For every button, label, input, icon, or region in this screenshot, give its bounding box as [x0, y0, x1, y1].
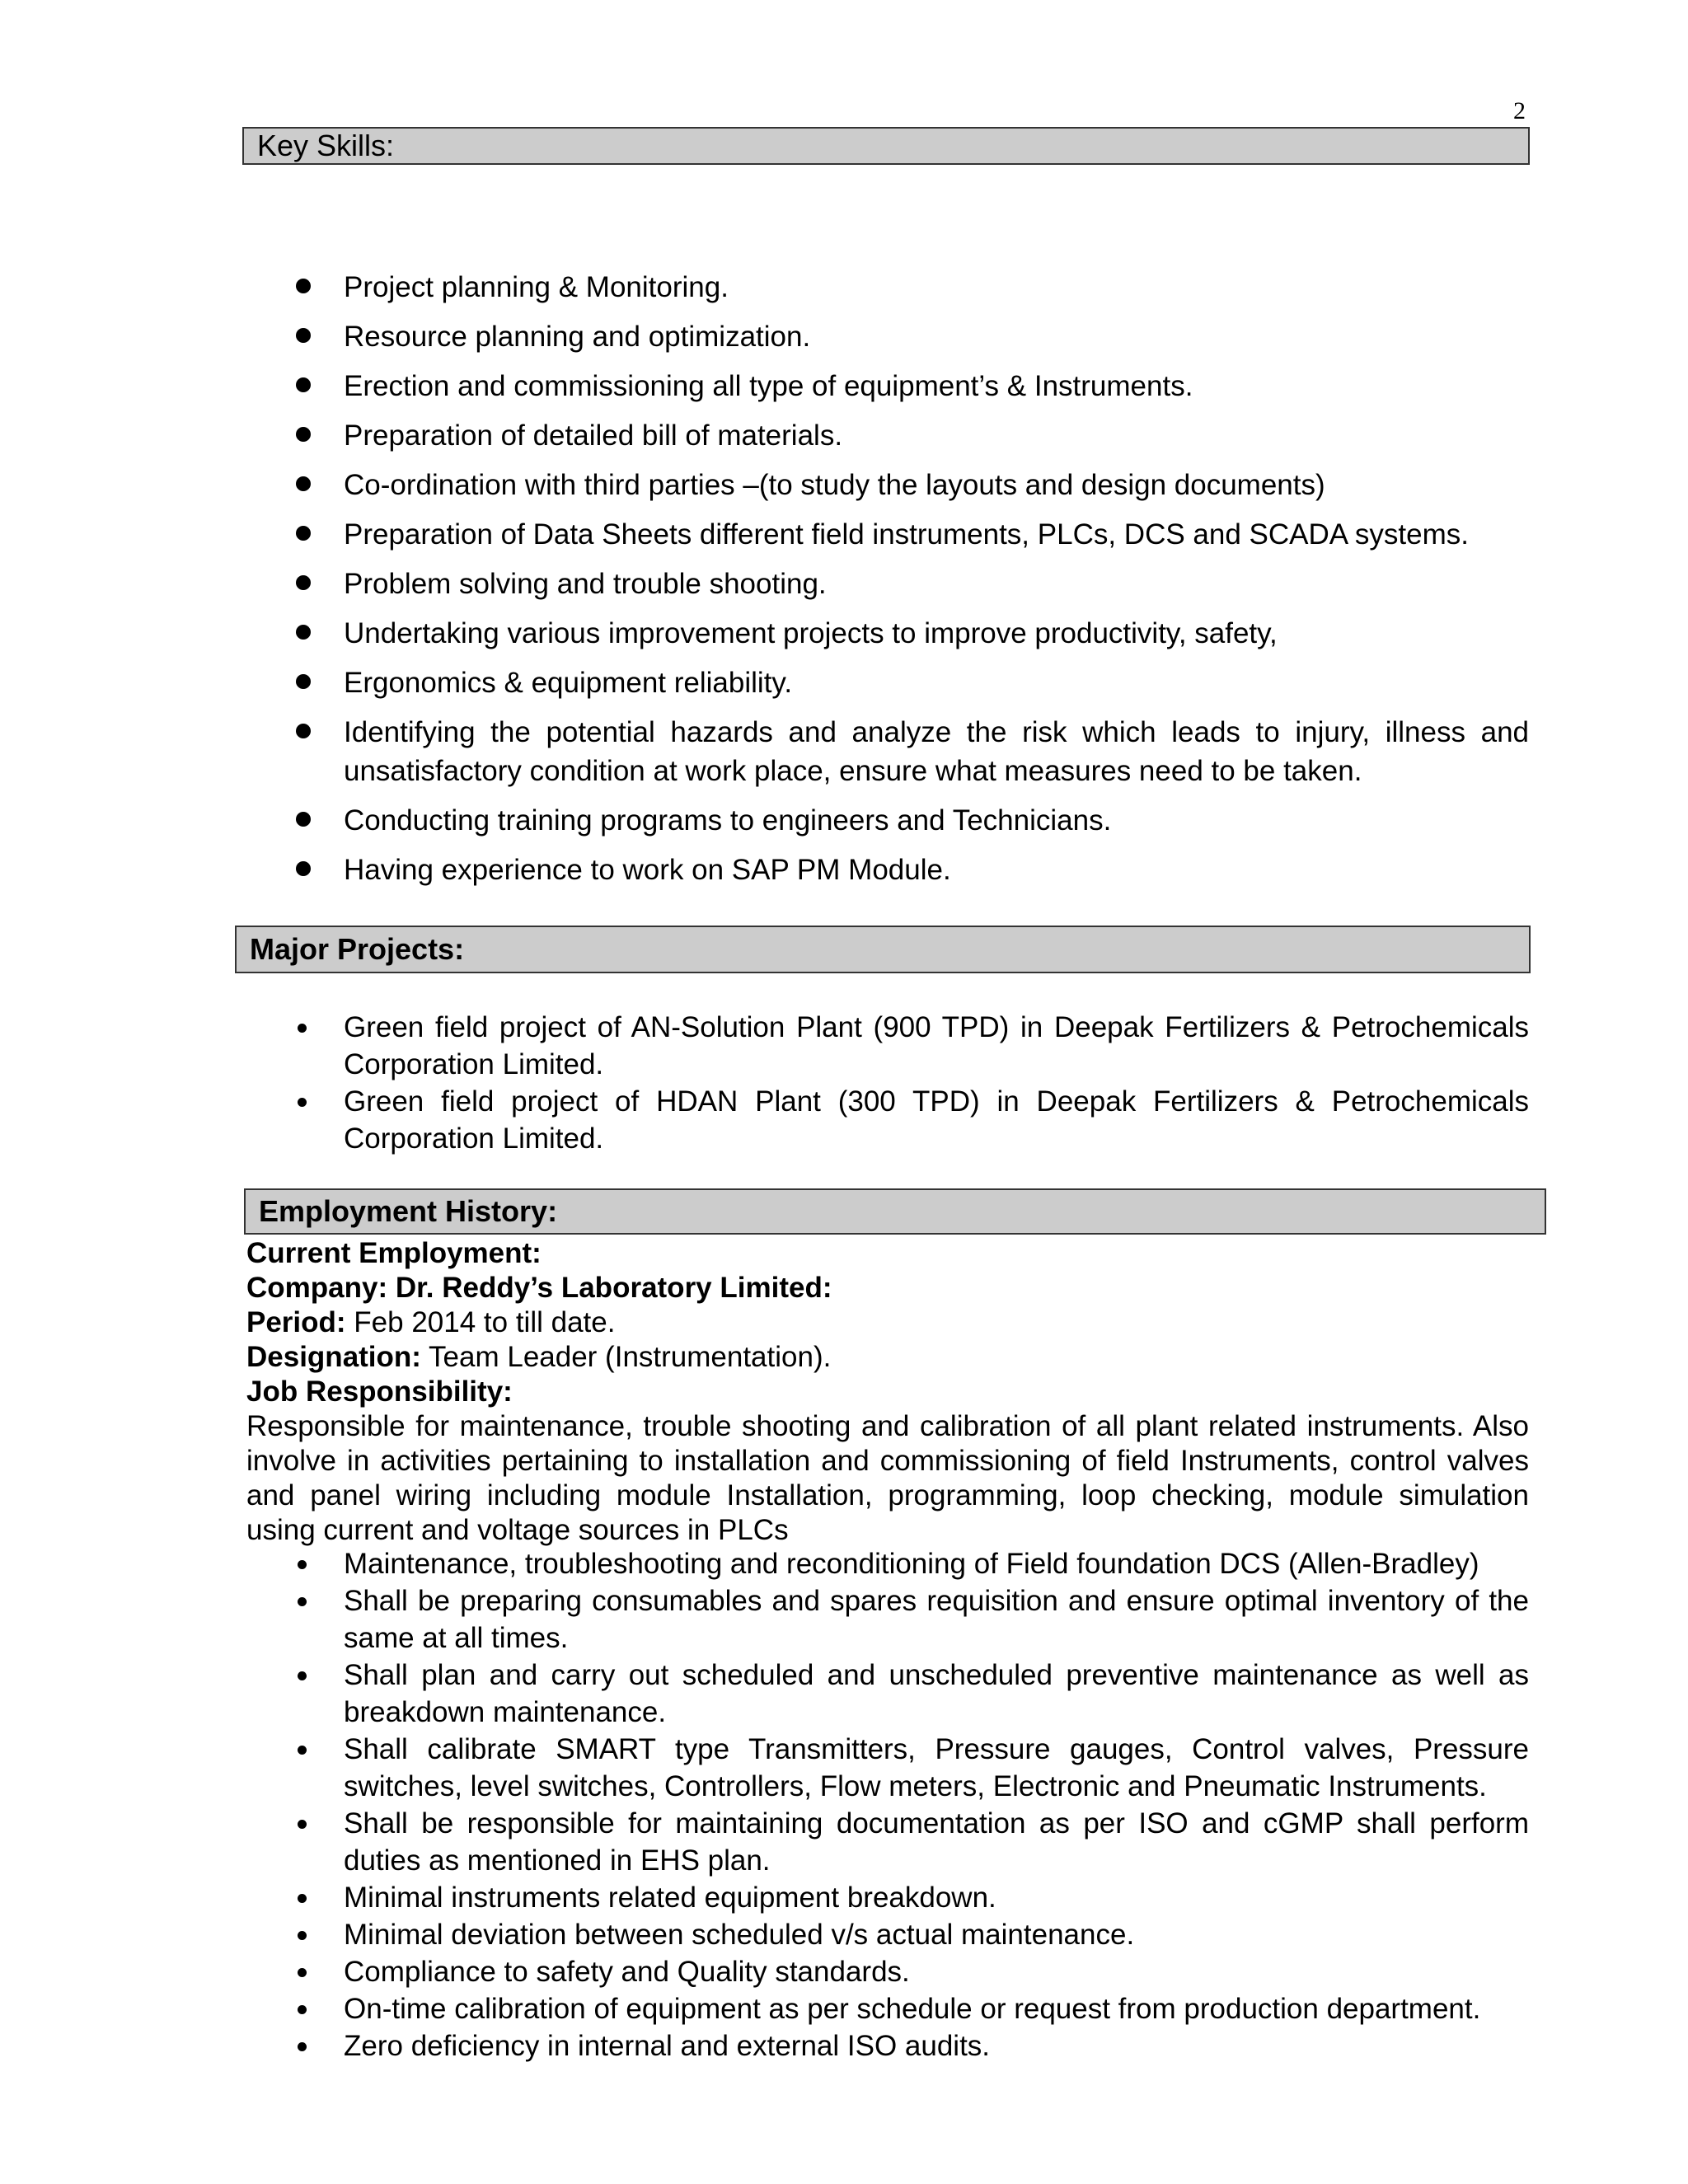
list-item: Preparation of Data Sheets different field instruments, PLCs, DCS and SCADA systems.	[293, 515, 1529, 554]
responsibilities-list	[293, 1545, 1529, 2064]
list-item: Zero deficiency in internal and external ISO audits.	[293, 2027, 1529, 2064]
key-skills-list	[293, 268, 1529, 900]
list-item: Green field project of AN-Solution Plant (900 TPD) in Deepak Fertilizers & Petrochemicals Corporation Limited.	[293, 1009, 1529, 1083]
list-item: Having experience to work on SAP PM Module.	[293, 851, 1529, 889]
key-skills-header-text: Key Skills:	[257, 129, 395, 162]
list-item: Erection and commissioning all type of equipment’s & Instruments.	[293, 367, 1529, 405]
period-value: Feb 2014 to till date.	[345, 1306, 616, 1338]
list-item: Co-ordination with third parties –(to study the layouts and design documents)	[293, 466, 1529, 504]
list-item: Minimal deviation between scheduled v/s actual maintenance.	[293, 1916, 1529, 1953]
list-item: Green field project of HDAN Plant (300 TPD) in Deepak Fertilizers & Petrochemicals Corporation Limited.	[293, 1083, 1529, 1157]
list-item: Compliance to safety and Quality standards.	[293, 1953, 1529, 1990]
period-label: Period:	[246, 1306, 346, 1338]
list-item: Resource planning and optimization.	[293, 317, 1529, 356]
period-line	[246, 1305, 1529, 1340]
list-item: Ergonomics & equipment reliability.	[293, 663, 1529, 702]
list-item: Problem solving and trouble shooting.	[293, 565, 1529, 603]
job-description: Responsible for maintenance, trouble shooting and calibration of all plant related instruments. Also involve in activities pertaining to installation and commissioning of field Instruments, control valves and panel wiring including module Installation, programming, loop checking, module simulation using current and voltage sources in PLCs	[246, 1410, 1529, 1546]
key-skills-header	[242, 127, 1530, 165]
list-item: Project planning & Monitoring.	[293, 268, 1529, 307]
current-employment-label: Current Employment:	[246, 1237, 542, 1269]
job-responsibility-label: Job Responsibility:	[246, 1376, 513, 1408]
major-projects-list	[293, 1009, 1529, 1157]
list-item: Identifying the potential hazards and analyze the risk which leads to injury, illness and unsatisfactory condition at work place, ensure what measures need to be taken.	[293, 713, 1529, 790]
list-item: Conducting training programs to engineers and Technicians.	[293, 801, 1529, 840]
list-item: Maintenance, troubleshooting and reconditioning of Field foundation DCS (Allen-Bradley)	[293, 1545, 1529, 1582]
employment-history-header	[244, 1188, 1546, 1235]
company-line: Company: Dr. Reddy’s Laboratory Limited:	[246, 1272, 832, 1304]
list-item: Undertaking various improvement projects to improve productivity, safety,	[293, 614, 1529, 653]
major-projects-header	[235, 926, 1531, 973]
page-number: 2	[1513, 97, 1526, 124]
designation-line	[246, 1340, 1529, 1375]
designation-value: Team Leader (Instrumentation).	[420, 1341, 832, 1373]
list-item: On-time calibration of equipment as per schedule or request from production department.	[293, 1990, 1529, 2027]
list-item: Shall plan and carry out scheduled and unscheduled preventive maintenance as well as breakdown maintenance.	[293, 1657, 1529, 1731]
list-item: Shall be responsible for maintaining documentation as per ISO and cGMP shall perform duties as mentioned in EHS plan.	[293, 1805, 1529, 1879]
list-item: Preparation of detailed bill of materials.	[293, 416, 1529, 455]
major-projects-header-text: Major Projects:	[250, 932, 465, 966]
list-item: Minimal instruments related equipment breakdown.	[293, 1879, 1529, 1916]
list-item: Shall calibrate SMART type Transmitters, Pressure gauges, Control valves, Pressure switches, level switches, Controllers, Flow meters, Electronic and Pneumatic Instruments.	[293, 1731, 1529, 1805]
list-item: Shall be preparing consumables and spares requisition and ensure optimal inventory of the same at all times.	[293, 1582, 1529, 1657]
designation-label: Designation:	[246, 1341, 421, 1373]
employment-history-header-text: Employment History:	[259, 1194, 558, 1228]
employment-details	[246, 1236, 1529, 1548]
